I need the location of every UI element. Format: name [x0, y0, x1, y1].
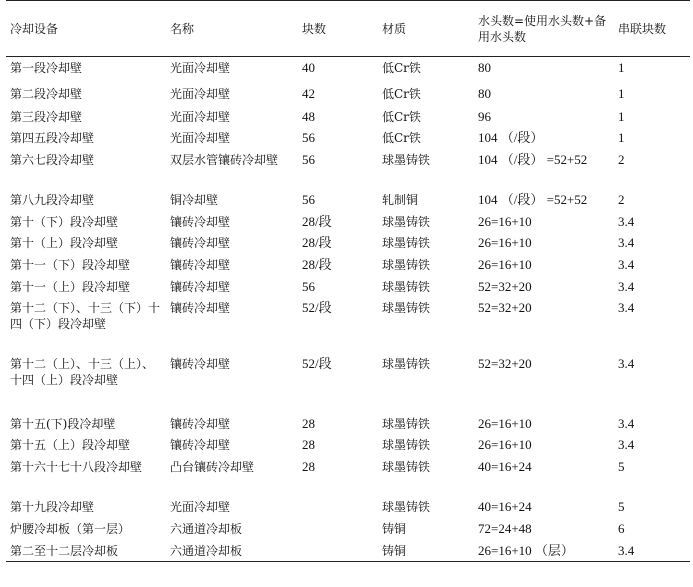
- equipment-cell: 炉腰冷却板（第一层）: [10, 521, 131, 536]
- count-cell: 56: [302, 191, 315, 207]
- water-heads-cell: 26=16+10: [478, 415, 532, 431]
- header-equipment: 冷却设备: [10, 21, 59, 36]
- water-heads-cell: 52=32+20: [478, 278, 532, 294]
- water-heads-cell: 104 （/段） =52+52: [478, 191, 588, 207]
- series-count-cell: 1: [618, 60, 625, 75]
- name-cell: 镶砖冷却壁: [170, 437, 231, 452]
- table-row: [6, 106, 690, 127]
- series-count-cell: 3.4: [618, 234, 635, 250]
- count-cell: 48: [302, 108, 315, 124]
- name-cell: 六通道冷却板: [170, 521, 243, 536]
- count-cell: 42: [302, 85, 315, 101]
- material-cell: 低Cr铁: [382, 109, 421, 124]
- header-name: 名称: [170, 21, 195, 36]
- table-row: [6, 353, 690, 413]
- material-cell: 球墨铸铁: [382, 356, 431, 371]
- table-row: [6, 496, 690, 518]
- material-cell: 球墨铸铁: [382, 300, 431, 315]
- table-header: [6, 1, 690, 57]
- series-count-cell: 1: [618, 129, 625, 145]
- series-count-cell: 3.4: [618, 256, 635, 272]
- table-row: [6, 232, 690, 254]
- table-row: [6, 297, 690, 353]
- water-heads-cell: 72=24+48: [478, 520, 532, 536]
- table-row: [6, 57, 690, 83]
- table-row: [6, 149, 690, 189]
- water-heads-cell: 80: [478, 85, 491, 101]
- header-material: 材质: [382, 21, 407, 36]
- count-cell: [298, 496, 378, 518]
- count-cell: 56: [302, 151, 315, 167]
- material-cell: 球墨铸铁: [382, 214, 431, 229]
- water-heads-cell: 40=16+24: [478, 498, 532, 514]
- count-cell: [298, 518, 378, 540]
- table-row: [6, 254, 690, 276]
- count-cell: 28/段: [302, 256, 332, 272]
- name-cell: 镶砖冷却壁: [170, 214, 231, 229]
- equipment-cell: 第十二（下）、十三（下）十四（下）段冷却壁: [10, 300, 161, 331]
- equipment-cell: 第十五(下)段冷却壁: [10, 416, 116, 431]
- material-cell: 球墨铸铁: [382, 437, 431, 452]
- count-cell: 40: [302, 60, 315, 75]
- equipment-cell: 第八九段冷却壁: [10, 192, 95, 207]
- series-count-cell: 3.4: [618, 355, 635, 371]
- table-row: [6, 127, 690, 149]
- table-row: [6, 518, 690, 540]
- material-cell: 球墨铸铁: [382, 416, 431, 431]
- table-row: [6, 211, 690, 232]
- equipment-cell: 第十五（上）段冷却壁: [10, 437, 131, 452]
- equipment-cell: 第十（下）段冷却壁: [10, 214, 119, 229]
- equipment-cell: 第四五段冷却壁: [10, 130, 95, 145]
- series-count-cell: 3.4: [618, 542, 635, 558]
- material-cell: 轧制铜: [382, 192, 419, 207]
- count-cell: 28: [302, 436, 315, 452]
- header-water-heads: 水头数=使用水头数+备用水头数: [478, 13, 607, 44]
- equipment-cell: 第二至十二层冷却板: [10, 543, 119, 558]
- equipment-cell: 第二段冷却壁: [10, 86, 83, 101]
- equipment-cell: 第六七段冷却壁: [10, 152, 95, 167]
- water-heads-cell: 26=16+10: [478, 213, 532, 229]
- series-count-cell: 3.4: [618, 278, 635, 294]
- series-count-cell: 3.4: [618, 436, 635, 452]
- water-heads-cell: 80: [478, 60, 491, 75]
- name-cell: 双层水管镶砖冷却壁: [170, 152, 279, 167]
- count-cell: [298, 540, 378, 562]
- count-cell: 28: [302, 415, 315, 431]
- name-cell: 光面冷却壁: [170, 86, 231, 101]
- name-cell: 镶砖冷却壁: [170, 356, 231, 371]
- series-count-cell: 5: [618, 458, 625, 474]
- equipment-cell: 第十九段冷却壁: [10, 499, 95, 514]
- table-row: [6, 83, 690, 106]
- count-cell: 28/段: [302, 234, 332, 250]
- count-cell: 56: [302, 129, 315, 145]
- water-heads-cell: 40=16+24: [478, 458, 532, 474]
- material-cell: 球墨铸铁: [382, 152, 431, 167]
- material-cell: 球墨铸铁: [382, 459, 431, 474]
- series-count-cell: 3.4: [618, 299, 635, 315]
- equipment-cell: 第十一（下）段冷却壁: [10, 257, 131, 272]
- material-cell: 铸铜: [382, 521, 407, 536]
- material-cell: 铸铜: [382, 543, 407, 558]
- equipment-cell: 第十六十七十八段冷却壁: [10, 459, 143, 474]
- table-row: [6, 434, 690, 456]
- material-cell: 球墨铸铁: [382, 499, 431, 514]
- table-row: [6, 276, 690, 297]
- water-heads-cell: 104 （/段） =52+52: [478, 151, 588, 167]
- table-row: [6, 540, 690, 562]
- series-count-cell: 3.4: [618, 415, 635, 431]
- name-cell: 六通道冷却板: [170, 543, 243, 558]
- water-heads-cell: 26=16+10 （层）: [478, 542, 574, 558]
- material-cell: 球墨铸铁: [382, 279, 431, 294]
- name-cell: 光面冷却壁: [170, 61, 231, 75]
- water-heads-cell: 52=32+20: [478, 355, 532, 371]
- material-cell: 低Cr铁: [382, 86, 421, 101]
- name-cell: 光面冷却壁: [170, 130, 231, 145]
- series-count-cell: 2: [618, 151, 625, 167]
- material-cell: 球墨铸铁: [382, 235, 431, 250]
- series-count-cell: 1: [618, 85, 625, 101]
- material-cell: 球墨铸铁: [382, 257, 431, 272]
- count-cell: 52/段: [302, 355, 332, 371]
- equipment-cell: 第十一（上）段冷却壁: [10, 279, 131, 294]
- count-cell: 52/段: [302, 299, 332, 315]
- cooling-equipment-table: [6, 0, 690, 562]
- water-heads-cell: 52=32+20: [478, 299, 532, 315]
- count-cell: 56: [302, 278, 315, 294]
- count-cell: 28: [302, 458, 315, 474]
- series-count-cell: 2: [618, 191, 625, 207]
- header-count: 块数: [302, 21, 327, 36]
- series-count-cell: 5: [618, 498, 625, 514]
- table-row: [6, 456, 690, 496]
- equipment-cell: 第十二（上）、十三（上）、十四（上）段冷却壁: [10, 356, 155, 387]
- equipment-cell: 第三段冷却壁: [10, 109, 83, 124]
- series-count-cell: 1: [618, 108, 625, 124]
- material-cell: 低Cr铁: [382, 61, 421, 75]
- name-cell: 镶砖冷却壁: [170, 300, 231, 315]
- header-row: [6, 1, 690, 57]
- name-cell: 铜冷却壁: [170, 192, 219, 207]
- series-count-cell: 3.4: [618, 213, 635, 229]
- water-heads-cell: 104 （/段）: [478, 129, 544, 145]
- table-row: [6, 413, 690, 434]
- name-cell: 镶砖冷却壁: [170, 279, 231, 294]
- name-cell: 凸台镶砖冷却壁: [170, 459, 255, 474]
- count-cell: 28/段: [302, 213, 332, 229]
- table-row: [6, 189, 690, 211]
- equipment-cell: 第十（上）段冷却壁: [10, 235, 119, 250]
- equipment-cell: 第一段冷却壁: [10, 61, 83, 75]
- table-body: [6, 57, 690, 562]
- name-cell: 光面冷却壁: [170, 109, 231, 124]
- water-heads-cell: 26=16+10: [478, 436, 532, 452]
- name-cell: 光面冷却壁: [170, 499, 231, 514]
- water-heads-cell: 96: [478, 108, 491, 124]
- material-cell: 低Cr铁: [382, 130, 421, 145]
- water-heads-cell: 26=16+10: [478, 256, 532, 272]
- water-heads-cell: 26=16+10: [478, 234, 532, 250]
- header-series-count: 串联块数: [618, 21, 667, 36]
- name-cell: 镶砖冷却壁: [170, 235, 231, 250]
- series-count-cell: 6: [618, 520, 625, 536]
- name-cell: 镶砖冷却壁: [170, 416, 231, 431]
- name-cell: 镶砖冷却壁: [170, 257, 231, 272]
